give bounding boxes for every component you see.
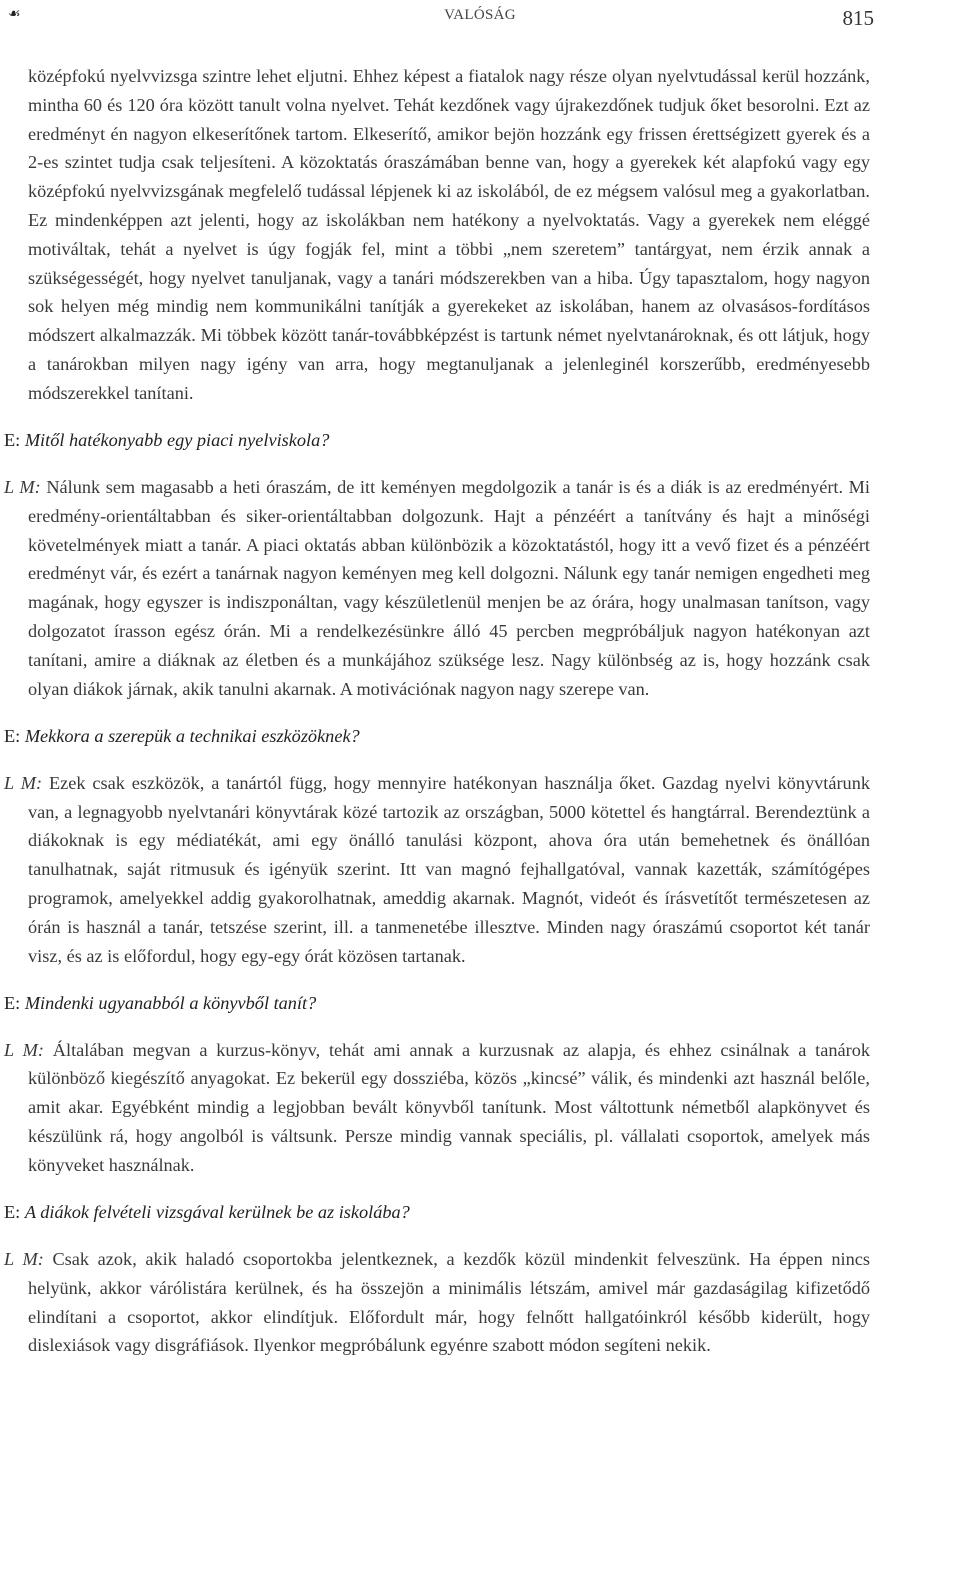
question xyxy=(4,989,870,1018)
answer-text: Csak azok, akik haladó csoportokba jelentkeznek, a kezdők közül mindenkit felveszünk. Ha éppen nincs helyünk, akkor várólistára kerülnek, és ha összejön a minimális létszám, amivel már gazdaságilag kifizetődő elindítani a csoportot, akkor elindítjuk. Előfordult már, hogy felnőtt hallgatóinkról később kiderült, hogy dislexiások vagy disgráfiások. Ilyenkor megpróbálunk egyénre szabott módon segíteni nekik. xyxy=(28,1249,870,1356)
answer-label: L M: xyxy=(4,1249,44,1270)
page-number: 815 xyxy=(842,6,874,30)
qa-block-2 xyxy=(4,722,870,971)
answer-text: Általában megvan a kurzus-könyv, tehát ami annak a kurzusnak az alapja, és ehhez csinálnak a tanárok különböző kiegészítő anyagokat. Ez bekerül egy dossziéba, közös „kincsé” válik, és mindenki azt használ belőle, amit akar. Egyébként mindig a legjobban bevált könyvből tanítunk. Most váltottunk németből alapkönyvet és készülünk rá, hogy angolból is váltsunk. Persze mindig vannak speciális, pl. vállalati csoportok, amelyek más könyveket használnak. xyxy=(28,1039,870,1175)
answer xyxy=(4,473,870,703)
answer xyxy=(4,1245,870,1360)
qa-block-3 xyxy=(4,989,870,1180)
question-text: Mekkora a szerepük a technikai eszközöknek? xyxy=(24,725,360,746)
question xyxy=(4,1198,870,1227)
question-label: E: xyxy=(4,992,21,1013)
answer-label: L M: xyxy=(4,476,41,497)
question xyxy=(4,426,870,455)
answer-label: L M: xyxy=(4,772,43,793)
question-label: E: xyxy=(4,725,21,746)
article-body xyxy=(4,62,870,1360)
question-text: A diákok felvételi vizsgával kerülnek be az iskolába? xyxy=(24,1201,410,1222)
intro-paragraph: középfokú nyelvvizsga szintre lehet eljutni. Ehhez képest a fiatalok nagy része olyan nyelvtudással kerül hozzánk, mintha 60 és 120 óra között tanult volna nyelvet. Tehát kezdőnek vagy újrakezdőnek tudjuk őket besorolni. Ezt az eredményt én nagyon elkeserítőnek tartom. Elkeserítő, amikor bejön hozzánk egy frissen érettségizett gyerek és a 2-es szintet tudja csak teljesíteni. A közoktatás óraszámában benne van, hogy a gyerekek két alapfokú vagy egy középfokú nyelvvizsgának megfelelő tudással lépjenek ki az iskolából, de ez mégsem valósul meg a gyakorlatban. Ez mindenképpen azt jelenti, hogy az iskolákban nem hatékony a nyelvoktatás. Vagy a gyerekek nem eléggé motiváltak, tehát a nyelvet is úgy fogják fel, mint a többi „nem szeretem” tantárgyat, nem érzik annak a szükségességét, hogy nyelvet tanuljanak, vagy a tanári módszerekben van a hiba. Úgy tapasztalom, hogy nagyon sok helyen még mindig nem kommunikálni tanítják a gyerekeket az iskolában, hanem az olvasásos-fordításos módszert alkalmazzák. Mi többek között tanár-továbbképzést is tartunk német nyelvtanároknak, és ott látjuk, hogy a tanárokban milyen nagy igény van arra, hogy megtanuljanak a jelenleginél korszerűbb, eredményesebb módszerekkel tanítani. xyxy=(28,66,870,403)
answer-text: Ezek csak eszközök, a tanártól függ, hogy mennyire hatékonyan használja őket. Gazdag nyelvi könyvtárunk van, a legnagyobb nyelvtanári könyvtárak közé tartozik az országban, 5000 kötettel és hangtárral. Berendeztünk a diákoknak is egy médiatékát, ami egy önálló tanulási központ, ahova óra után bemehetnek és önállóan tanulhatnak, saját ritmusuk és igényük szerint. Itt van magnó fejhallgatóval, vannak kazetták, számítógépes programok, amelyekkel addig gyakorolhatnak, ameddig akarnak. Magnót, videót és írásvetítőt természetesen az órán is használ a tanár, tetszése szerint, ill. a tanmenetébe illesztve. Minden nagy óraszámú csoportot két tanár visz, és az is előfordul, hogy egy-egy órát közösen tartanak. xyxy=(28,772,870,966)
answer xyxy=(4,769,870,971)
question-label: E: xyxy=(4,1201,21,1222)
question-text: Mitől hatékonyabb egy piaci nyelviskola? xyxy=(24,429,330,450)
question-text: Mindenki ugyanabból a könyvből tanít? xyxy=(24,992,317,1013)
qa-block-1 xyxy=(4,426,870,703)
qa-block-4 xyxy=(4,1198,870,1360)
running-head: VALÓSÁG xyxy=(444,7,516,23)
answer-text: Nálunk sem magasabb a heti óraszám, de itt keményen megdolgozik a tanár is és a diák is az eredményért. Mi eredmény-orientáltabban és siker-orientáltabban dolgozunk. Hajt a pénzéért a tanítvány és hajt a minőségi követelmények miatt a tanár. A piaci oktatás abban különbözik a közoktatástól, hogy itt a vevő fizet és a pénzéért eredményt vár, és ezért a tanárnak nagyon keményen meg kell dolgozni. Nálunk egy tanár nemigen engedheti meg magának, hogy egyszer is indiszponáltan, vagy készületlenül menjen be az órára, hogy unalmasan tanítson, vagy dolgozatot írasson egész órán. Mi a rendelkezésünkre álló 45 percben megpróbáljuk nagyon hatékonyan azt tanítani, amire a diáknak az életben és a munkájához szüksége lesz. Nagy különbség az is, hogy hozzánk csak olyan diákok járnak, akik tanulni akarnak. A motivációnak nagyon nagy szerepe van. xyxy=(28,476,870,699)
question-label: E: xyxy=(4,429,21,450)
answer-label: L M: xyxy=(4,1039,44,1060)
page-header xyxy=(0,4,960,30)
ornament-icon: ☙ xyxy=(8,7,21,22)
answer xyxy=(4,1036,870,1180)
question xyxy=(4,722,870,751)
